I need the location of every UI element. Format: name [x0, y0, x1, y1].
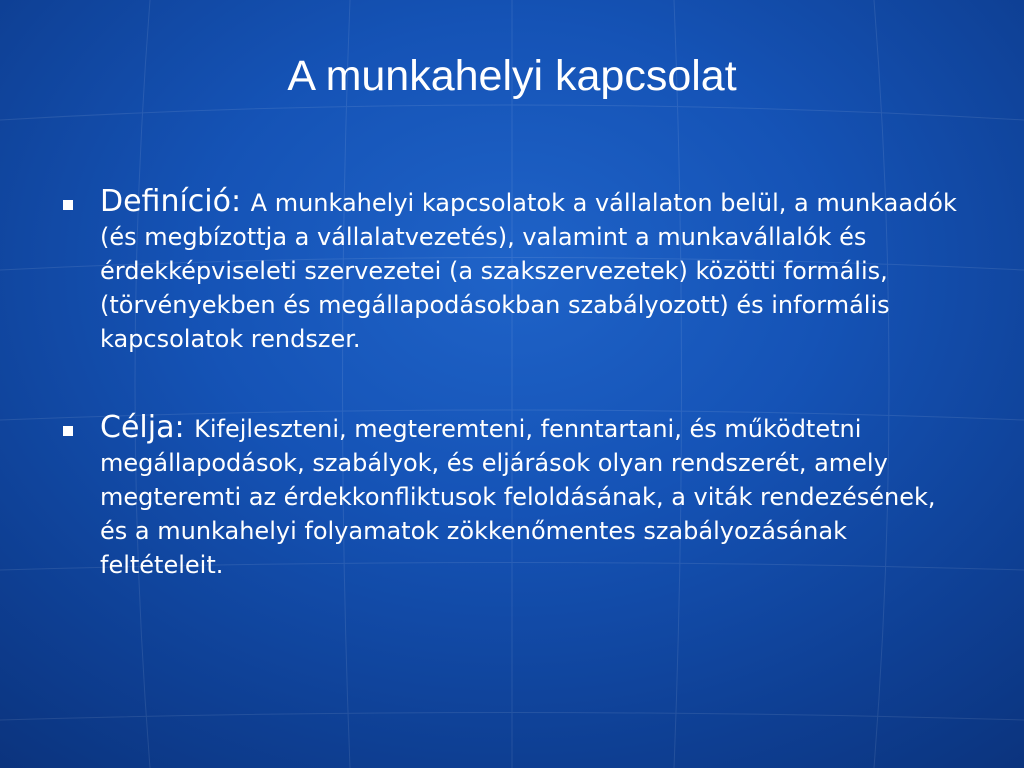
bullet-text: A munkahelyi kapcsolatok a vállalaton belül, a munkaadók (és megbízottja a vállalatvezetés), valamint a munkavállalók és érdekképviseleti szervezetei (a szakszervezetek) közötti formális, (törvényekben és megállapodásokban szabályozott) és informális kapcsolatok rendszer. [100, 189, 957, 353]
bullet-term: Definíció: [100, 184, 251, 219]
bullet-term: Célja: [100, 410, 195, 445]
square-bullet-icon [63, 426, 73, 436]
bullet-text: Kifejleszteni, megteremteni, fenntartani, és működtetni megállapodások, szabályok, és eljárások olyan rendszerét, amely megteremti az érdekkonfliktusok feloldásának, a viták rendezésének, és a munkahelyi folyamatok zökkenőmentes szabályozásának feltételeit. [100, 415, 936, 579]
bullet-definition [60, 185, 960, 356]
bullet-list [60, 185, 960, 582]
slide-title: A munkahelyi kapcsolat [287, 52, 737, 100]
bullet-purpose [60, 411, 960, 582]
square-bullet-icon [63, 200, 73, 210]
